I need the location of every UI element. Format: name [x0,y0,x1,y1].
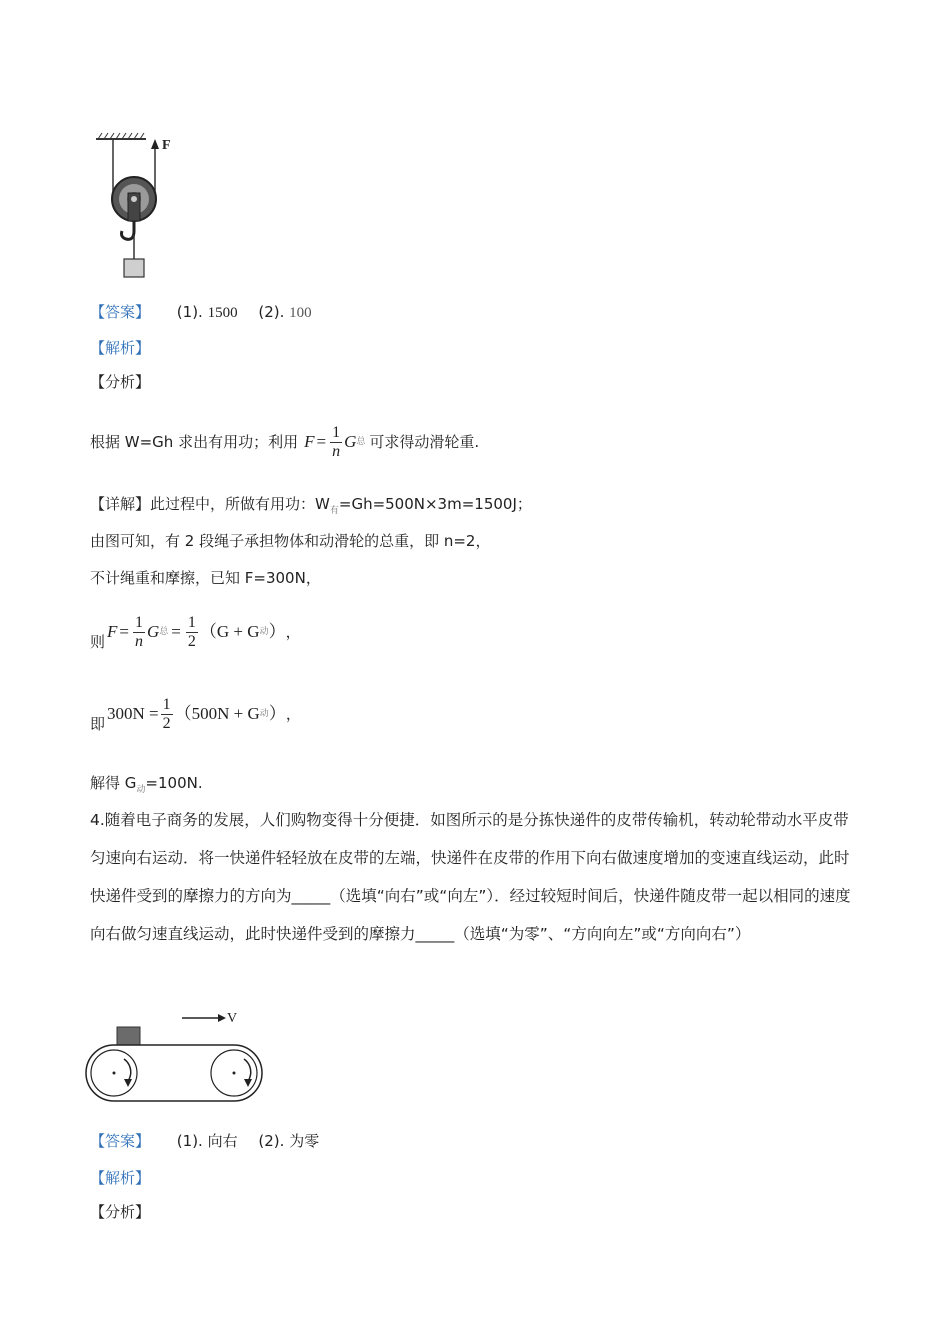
detail-line-3: 不计绳重和摩擦，已知 F=300N， [90,569,321,587]
eq1-sub-dyn: 动 [259,627,269,637]
fraction-denominator: n [332,442,341,460]
eq2-paren: （500N + G [174,704,260,723]
force-label: F [162,138,171,153]
detail-line-2: 由图可知，有 2 段绳子承担物体和动滑轮的总重，即 n=2， [90,532,491,550]
detail-text-b: =Gh=500N×3m=1500J； [338,495,532,513]
eq1-prefix: 则 [90,633,106,651]
eq1-half-denominator: 2 [187,632,196,650]
q4-analysis-label: 【解析】 [90,1169,151,1187]
eq1-fraction-n [133,614,145,651]
q4-answer-1-prefix: (1). [176,1132,203,1150]
fraction-numerator: 1 [332,423,341,441]
q4-question: 4.随着电子商务的发展，人们购物变得十分便捷．如图所示的是分拣快递件的皮带传输机，转动轮带动水平皮带匀速向右运动．将一快递件轻轻放在皮带的左端，快递件在皮带的作用下向右做速度增加的变速直线运动，此时快递件受到的摩擦力的方向为_____（选填“向右”或“向左”）．经过较短时间后，快递件随皮带一起以相同的速度向右做匀速直线运动，此时快递件受到的摩擦力_____（选填“为零”、“方向向左”或“方向向右”） [90,811,851,943]
eq1-n-numerator: 1 [135,613,143,631]
detail-line-1 [90,494,532,521]
answer-1-value: 1500 [207,305,238,321]
q4-answer-1-value: 向右 [207,1132,238,1150]
result-line [90,773,203,800]
eq1-n-denominator: n [135,632,143,650]
eq1-eq-2: = [171,622,181,641]
conveyor-figure [84,1005,274,1105]
result-sub: 动 [136,785,146,795]
eq2-half-numerator: 1 [162,695,171,713]
formula-eq: = [316,432,327,451]
pulley-figure [90,125,190,285]
eq2-half-denominator: 2 [162,714,171,732]
q4-answer-2-value: 为零 [289,1132,320,1150]
q4-answer-2-prefix: (2). [258,1132,285,1150]
velocity-label: V [227,1011,238,1026]
eq2-sub-dyn: 动 [259,709,269,719]
eq1-fraction-half [186,614,198,651]
result-text-b: =100N. [145,774,203,792]
analysis-label: 【解析】 [90,339,151,357]
eq1-eq: = [119,622,129,641]
eq1-close: ） [268,622,286,641]
eq2-close: ） [268,704,286,723]
eq2-fraction-half [161,696,173,733]
method-line [90,418,479,466]
equation-1 [90,608,301,656]
formula-G: G [344,432,357,451]
answer-label: 【答案】 [90,303,151,321]
method-text-before: 根据 W=Gh 求出有用功；利用 [90,433,299,451]
eq2-lhs: 300N = [107,704,159,723]
detail-sub: 有 [329,506,339,516]
equation-2 [90,690,301,738]
eq2-prefix: 即 [90,715,106,733]
eq1-F: F [107,622,118,641]
eq1-paren: （G + G [199,622,260,641]
q3-answer-row [90,302,312,323]
result-text-a: 解得 G [90,774,137,792]
formula-fraction [330,424,342,461]
formula-F: F [304,432,315,451]
q4-breakdown-label: 【分析】 [90,1203,151,1221]
breakdown-label: 【分析】 [90,373,151,391]
eq1-half-numerator: 1 [187,613,196,631]
q4-answer-label: 【答案】 [90,1132,151,1150]
eq1-G: G [147,622,160,641]
answer-2-prefix: (2). [258,303,285,321]
eq1-sub-total: 总 [159,627,169,637]
method-text-after: 可求得动滑轮重. [369,433,480,451]
detail-text-a: 此过程中，所做有用功：W [150,495,330,513]
detail-label: 【详解】 [90,495,151,513]
answer-1-prefix: (1). [176,303,203,321]
answer-2-value: 100 [289,305,312,321]
eq1-comma: ， [285,623,301,641]
formula-sub-total: 总 [356,437,366,447]
q4-answer-row [90,1131,319,1151]
eq2-comma: ， [285,705,301,723]
